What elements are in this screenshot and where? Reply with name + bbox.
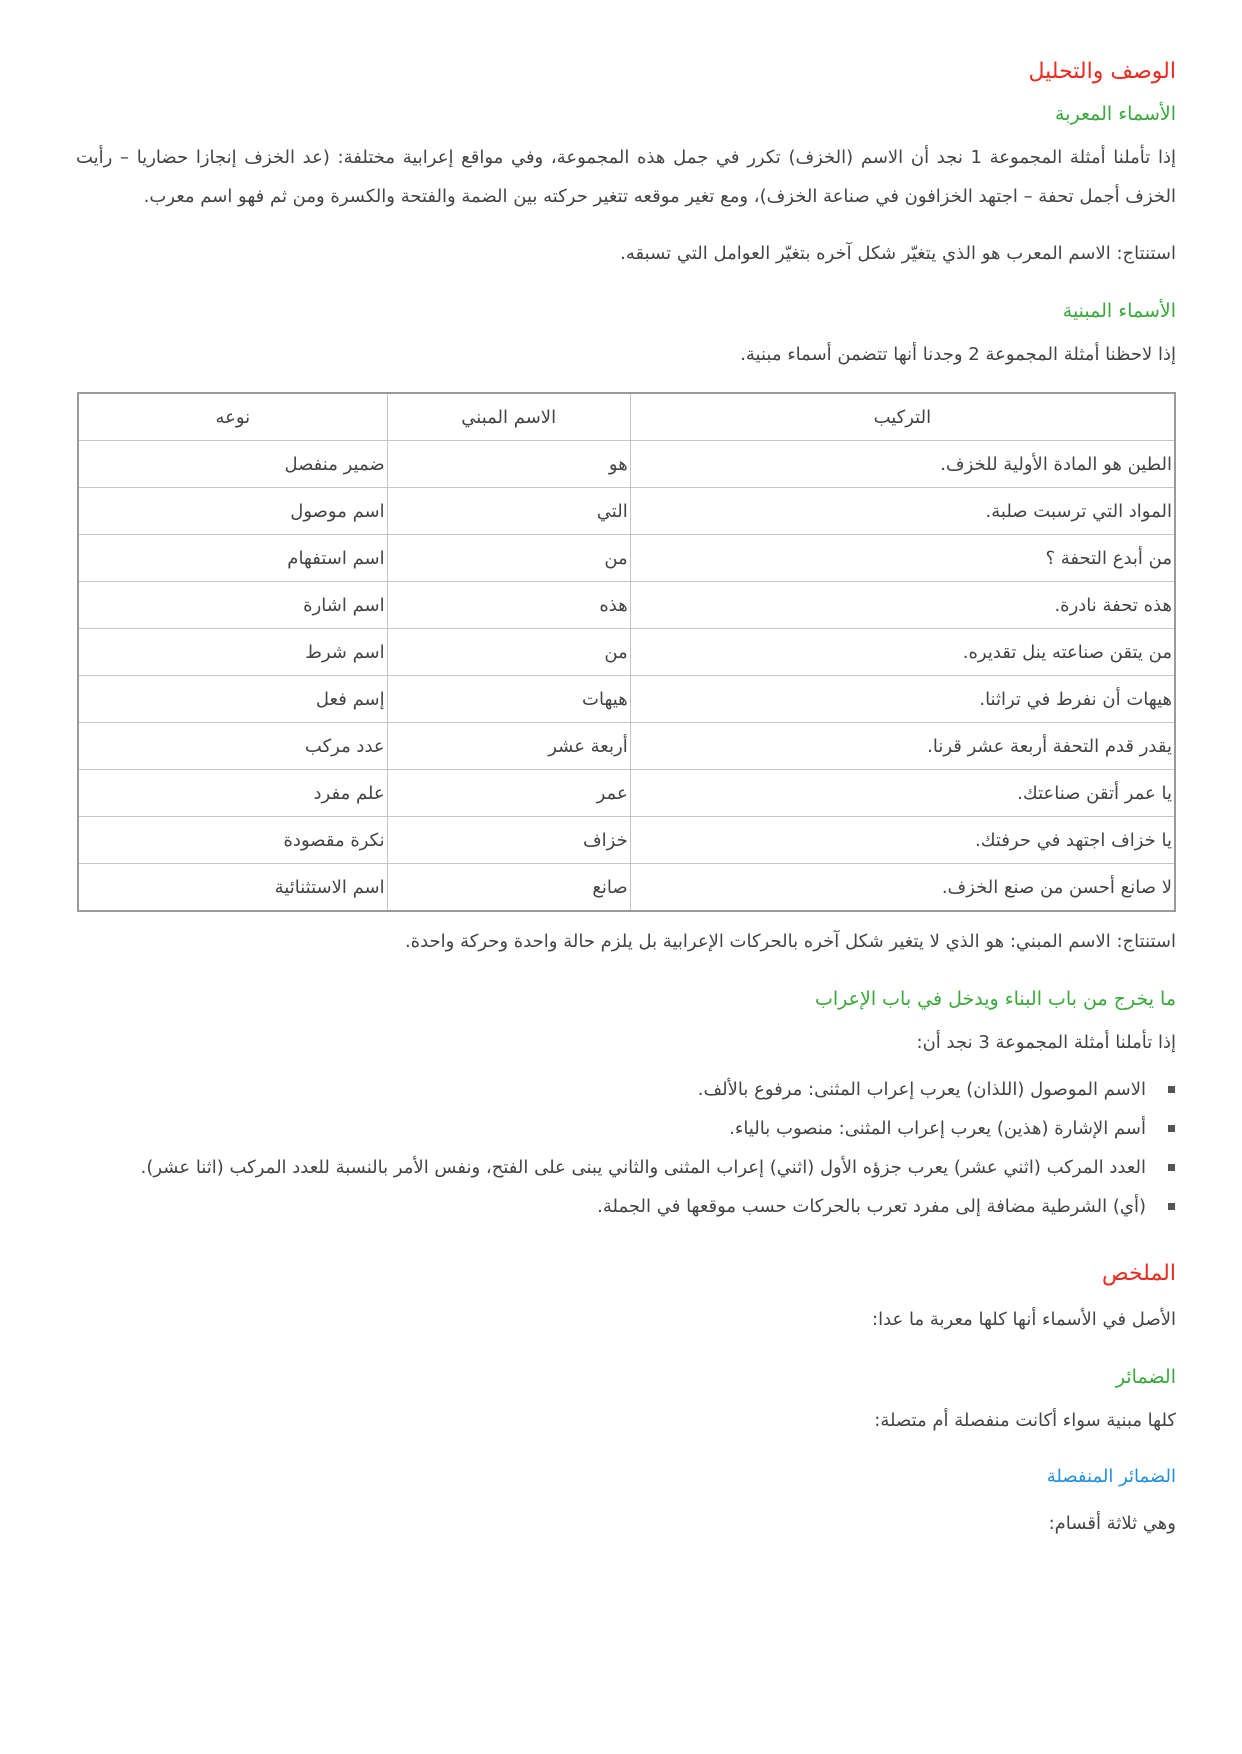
table-cell-type: اسم الاستثنائية (78, 864, 387, 912)
table-row (78, 535, 1175, 582)
table-row (78, 676, 1175, 723)
table-cell-structure: من أبدع التحفة ؟ (630, 535, 1175, 582)
paragraph-pronouns: كلها مبنية سواء أكانت منفصلة أم متصلة: (874, 1410, 1176, 1431)
table-cell-type: نكرة مقصودة (78, 817, 387, 864)
heading-exceptions: ما يخرج من باب البناء ويدخل في باب الإعراب (815, 988, 1176, 1010)
section-title-description: الوصف والتحليل (1028, 59, 1176, 84)
paragraph-summary: الأصل في الأسماء أنها كلها معربة ما عدا: (872, 1309, 1176, 1330)
table-row (78, 629, 1175, 676)
table-cell-type: اسم اشارة (78, 582, 387, 629)
paragraph-separate-pronouns: وهي ثلاثة أقسام: (1048, 1513, 1176, 1534)
table-cell-structure: لا صانع أحسن من صنع الخزف. (630, 864, 1175, 912)
table-cell-noun: أربعة عشر (387, 723, 630, 770)
table-row (78, 582, 1175, 629)
table-row (78, 441, 1175, 488)
table-cell-noun: هذه (387, 582, 630, 629)
table-cell-type: اسم استفهام (78, 535, 387, 582)
table-cell-structure: يا خزاف اجتهد في حرفتك. (630, 817, 1175, 864)
paragraph-declinable-conclusion: استنتاج: الاسم المعرب هو الذي يتغيّر شكل آخره بتغيّر العوامل التي تسبقه. (620, 243, 1176, 264)
table-cell-noun: من (387, 535, 630, 582)
paragraph-indeclinable-intro: إذا لاحظنا أمثلة المجموعة 2 وجدنا أنها تتضمن أسماء مبنية. (740, 344, 1176, 365)
table-row (78, 770, 1175, 817)
table-cell-noun: عمر (387, 770, 630, 817)
table-header-row (78, 393, 1175, 441)
table-cell-noun: من (387, 629, 630, 676)
table-header-cell: الاسم المبني (387, 393, 630, 441)
paragraph-exceptions-intro: إذا تأملنا أمثلة المجموعة 3 نجد أن: (916, 1032, 1176, 1053)
table-cell-type: ضمير منفصل (78, 441, 387, 488)
table-cell-structure: من يتقن صناعته ينل تقديره. (630, 629, 1175, 676)
table-row (78, 723, 1175, 770)
section-title-summary: الملخص (1102, 1261, 1176, 1286)
list-item: (أي) الشرطية مضافة إلى مفرد تعرب بالحركات حسب موقعها في الجملة. (76, 1187, 1146, 1226)
table-cell-noun: هو (387, 441, 630, 488)
heading-separate-pronouns: الضمائر المنفصلة (1046, 1466, 1176, 1487)
table-cell-structure: هيهات أن نفرط في تراثنا. (630, 676, 1175, 723)
indeclinable-nouns-table (77, 392, 1176, 912)
paragraph-indeclinable-conclusion: استنتاج: الاسم المبني: هو الذي لا يتغير شكل آخره بالحركات الإعرابية بل يلزم حالة واحدة وحركة واحدة. (404, 931, 1176, 952)
list-item: أسم الإشارة (هذين) يعرب إعراب المثنى: منصوب بالياء. (76, 1109, 1146, 1148)
paragraph-declinable-analysis: إذا تأملنا أمثلة المجموعة 1 نجد أن الاسم (الخزف) تكرر في جمل هذه المجموعة، وفي مواقع إعرابية مختلفة: (عد الخزف إنجازا حضاريا – رأيت الخزف أجمل تحفة – اجتهد الخزافون في صناعة الخزف)، ومع تغير موقعه تتغير حركته بين الضمة والفتحة والكسرة ومن ثم فهو اسم معرب. (76, 147, 1176, 207)
table-header-cell: التركيب (630, 393, 1175, 441)
table-cell-noun: هيهات (387, 676, 630, 723)
table-cell-type: عدد مركب (78, 723, 387, 770)
table-cell-structure: الطين هو المادة الأولية للخزف. (630, 441, 1175, 488)
table-cell-noun: صانع (387, 864, 630, 912)
heading-declinable-nouns: الأسماء المعربة (1055, 103, 1176, 125)
table-cell-structure: يقدر قدم التحفة أربعة عشر قرنا. (630, 723, 1175, 770)
table-cell-structure: هذه تحفة نادرة. (630, 582, 1175, 629)
heading-pronouns: الضمائر (1115, 1366, 1176, 1388)
table-cell-noun: خزاف (387, 817, 630, 864)
table-row (78, 864, 1175, 912)
table-cell-type: اسم شرط (78, 629, 387, 676)
exceptions-list (76, 1070, 1176, 1226)
table-row (78, 817, 1175, 864)
list-item: الاسم الموصول (اللذان) يعرب إعراب المثنى: مرفوع بالألف. (76, 1070, 1146, 1109)
table-header-cell: نوعه (78, 393, 387, 441)
table-cell-type: اسم موصول (78, 488, 387, 535)
table-cell-structure: يا عمر أتقن صناعتك. (630, 770, 1175, 817)
table-cell-type: علم مفرد (78, 770, 387, 817)
list-item: العدد المركب (اثني عشر) يعرب جزؤه الأول (اثني) إعراب المثنى والثاني يبنى على الفتح، ونفس الأمر بالنسبة للعدد المركب (اثنا عشر). (76, 1148, 1146, 1187)
table-row (78, 488, 1175, 535)
heading-indeclinable-nouns: الأسماء المبنية (1062, 300, 1176, 322)
table-cell-noun: التي (387, 488, 630, 535)
table-cell-type: إسم فعل (78, 676, 387, 723)
table-cell-structure: المواد التي ترسبت صلبة. (630, 488, 1175, 535)
